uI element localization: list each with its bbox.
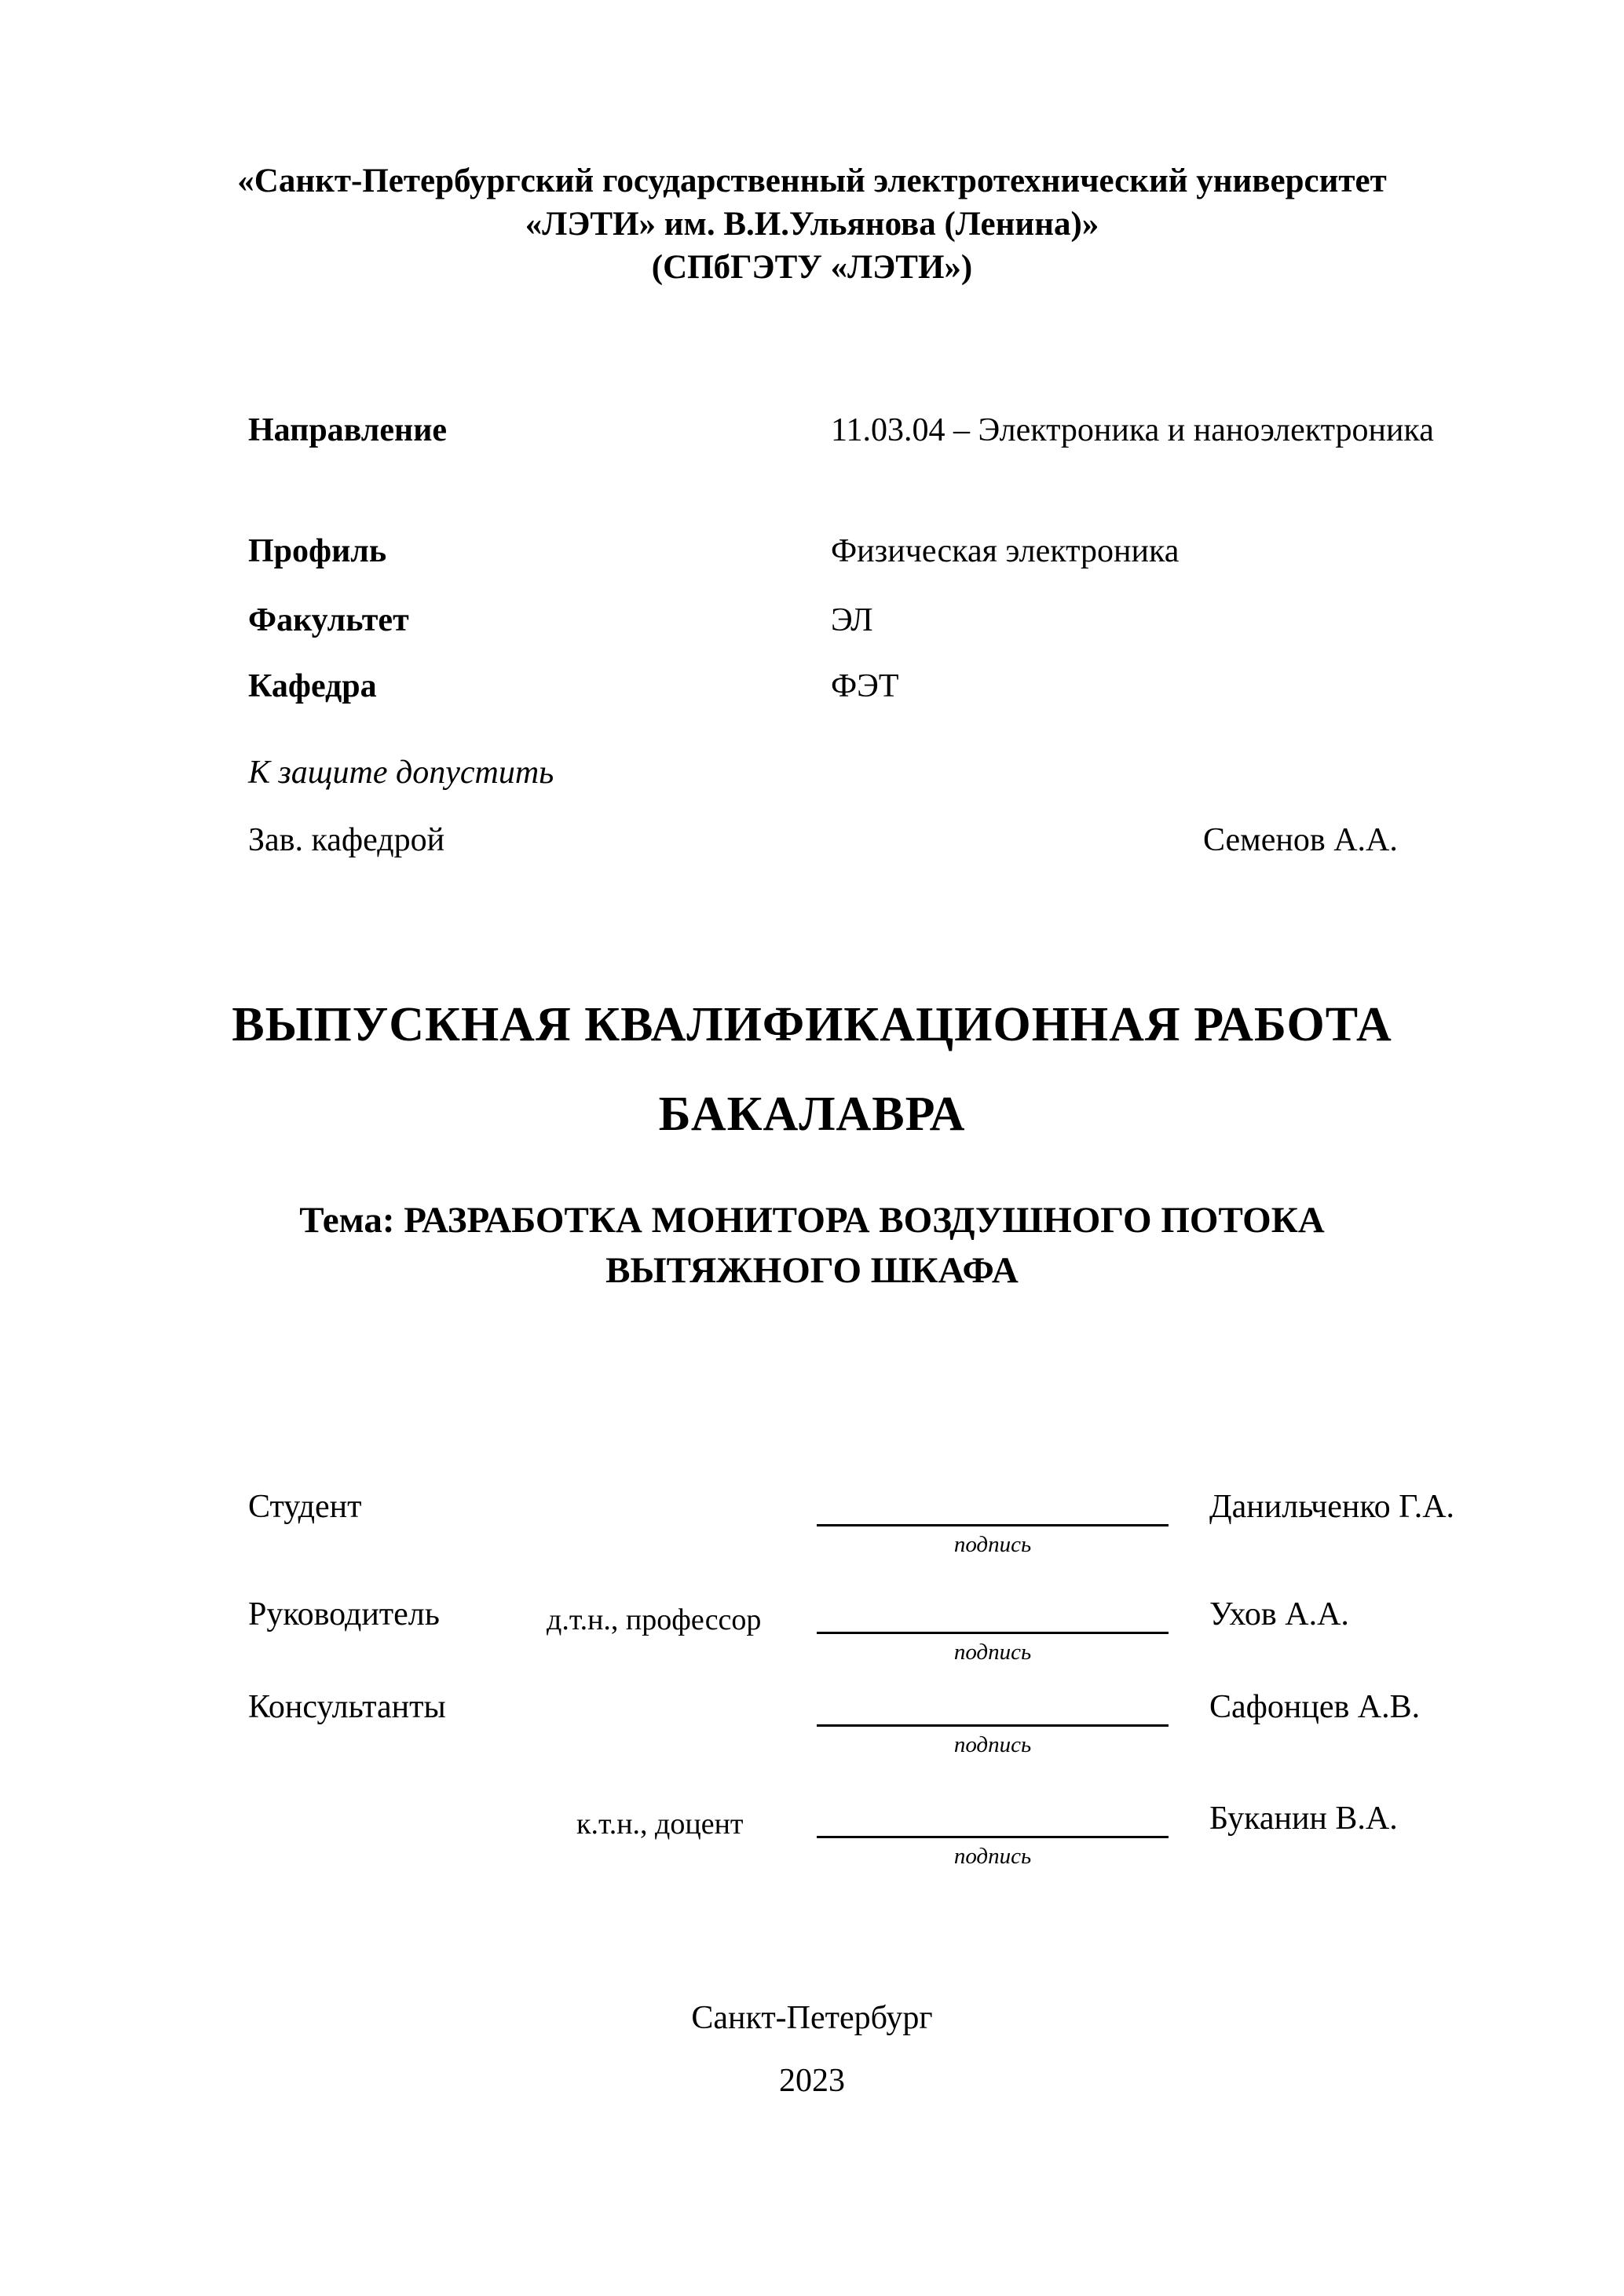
student-signature-line [817, 1488, 1169, 1526]
supervisor-signature-caption: подпись [953, 1640, 1032, 1665]
main-title-line-1: ВЫПУСКНАЯ КВАЛИФИКАЦИОННАЯ РАБОТА [232, 998, 1392, 1051]
supervisor-role-label: Руководитель [248, 1596, 440, 1632]
head-of-department-name: Семенов А.А. [1203, 822, 1398, 858]
student-role-label: Студент [248, 1489, 362, 1525]
footer-year: 2023 [779, 2063, 845, 2099]
student-signature-caption: подпись [953, 1532, 1032, 1557]
university-header-line-1: «Санкт-Петербургский государственный электротехнический университет [237, 163, 1387, 199]
theme-line-2: ВЫТЯЖНОГО ШКАФА [605, 1250, 1019, 1291]
theme-line-1: Тема: РАЗРАБОТКА МОНИТОРА ВОЗДУШНОГО ПОТОКА [299, 1200, 1325, 1241]
consultants-role-label: Консультанты [248, 1689, 446, 1725]
student-name: Данильченко Г.А. [1209, 1489, 1455, 1525]
consultant-2-qualification: к.т.н., доцент [576, 1808, 744, 1841]
department-value: ФЭТ [831, 668, 899, 704]
consultant-1-signature-caption: подпись [953, 1732, 1032, 1757]
profile-label: Профиль [248, 533, 387, 569]
signature-row-consultant-2 [0, 1800, 1624, 1870]
university-header-line-2: «ЛЭТИ» им. В.И.Ульянова (Ленина)» [525, 206, 1099, 243]
faculty-value: ЭЛ [831, 602, 873, 638]
head-of-department-label: Зав. кафедрой [248, 822, 445, 858]
department-label: Кафедра [248, 668, 377, 704]
supervisor-qualification: д.т.н., профессор [547, 1603, 762, 1636]
direction-label: Направление [248, 412, 448, 448]
university-header [0, 159, 1624, 289]
admission-note: К защите допустить [248, 755, 554, 791]
profile-value: Физическая электроника [831, 533, 1180, 569]
supervisor-signature-line [817, 1596, 1169, 1634]
theme-title [0, 1195, 1624, 1296]
university-header-line-3: (СПбГЭТУ «ЛЭТИ») [651, 249, 973, 286]
consultant-2-name: Буканин В.А. [1209, 1801, 1398, 1837]
supervisor-name: Ухов А.А. [1209, 1596, 1349, 1632]
faculty-label: Факультет [248, 602, 409, 638]
consultant-1-name: Сафонцев А.В. [1209, 1689, 1421, 1725]
direction-value: 11.03.04 – Электроника и наноэлектроника [831, 412, 1434, 448]
consultant-2-signature-line [817, 1800, 1169, 1838]
signature-row-consultant-1 [0, 1688, 1624, 1759]
consultant-2-signature-caption: подпись [953, 1844, 1032, 1869]
footer-city: Санкт-Петербург [691, 2000, 933, 2036]
main-title-line-2: БАКАЛАВРА [658, 1088, 966, 1141]
signature-row-student [0, 1488, 1624, 1559]
consultant-1-signature-line [817, 1688, 1169, 1727]
signature-row-supervisor [0, 1596, 1624, 1666]
